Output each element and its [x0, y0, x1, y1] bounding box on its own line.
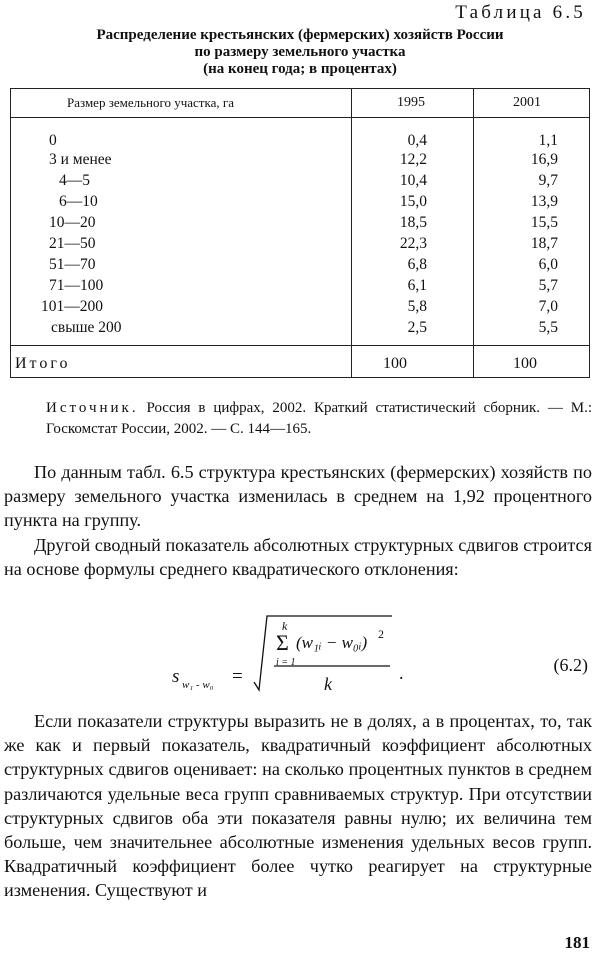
- total-divider: [11, 345, 589, 346]
- table-cell-size: 21—50: [49, 235, 96, 252]
- data-table: [10, 88, 590, 378]
- total-2001: 100: [513, 355, 537, 372]
- table-cell-1995: 0,4: [407, 132, 427, 149]
- body-paragraph: Если показатели структуры выразить не в долях, а в процентах, то, так же как и первый показатель, квадратичный коэффициент абсолютных структурных сдвигов оценивает: на сколько процентных пунктов в среднем различаются удельные веса групп сравниваемых структур. При отсутствии структурных сдвигов оба эти показателя равны нулю; их величина тем больше, чем значительнее абсолютные изменения удельных весов групп. Квадратичный коэффициент более чутко реагирует на структурные изменения. Существуют и: [4, 711, 592, 901]
- total-label: Итого: [15, 355, 71, 372]
- table-cell-size: 71—100: [49, 277, 104, 294]
- table-cell-size: свыше 200: [51, 319, 122, 336]
- table-cell-1995: 12,2: [399, 151, 427, 168]
- equation-number: (6.2): [553, 655, 588, 675]
- formula-lhs-subscript: w₁ - w₀: [182, 679, 214, 691]
- table-cell-size: 0: [49, 132, 57, 149]
- table-cell-size: 101—200: [41, 298, 103, 315]
- table-cell-2001: 7,0: [538, 298, 558, 315]
- column-header-2001: 2001: [513, 95, 541, 110]
- table-cell-size: 6—10: [59, 193, 98, 210]
- page-number: 181: [564, 933, 590, 952]
- sum-symbol: Σ: [276, 630, 289, 655]
- table-cell-size: 3 и менее: [49, 151, 112, 168]
- column-header-size: Размер земельного участка, га: [67, 95, 234, 110]
- table-number: Таблица 6.5: [455, 2, 586, 23]
- column-header-1995: 1995: [397, 95, 425, 110]
- table-source-note: [46, 398, 592, 440]
- formula-6-2: [170, 612, 450, 704]
- table-cell-2001: 18,7: [530, 235, 558, 252]
- table-cell-2001: 13,9: [530, 193, 558, 210]
- term-exponent: 2: [378, 627, 384, 641]
- table-cell-1995: 22,3: [399, 235, 427, 252]
- table-cell-2001: 5,7: [538, 277, 558, 294]
- sum-upper-limit: k: [282, 619, 288, 633]
- table-cell-size: 10—20: [49, 214, 96, 231]
- table-cell-1995: 18,5: [399, 214, 427, 231]
- table-cell-2001: 9,7: [538, 172, 558, 189]
- table-cell-size: 51—70: [49, 256, 96, 273]
- source-text: Россия в цифрах, 2002. Краткий статистический сборник. — М.: Госкомстат России, 2002. — С. 144—165.: [46, 400, 592, 437]
- table-cell-1995: 6,1: [407, 277, 427, 294]
- table-cell-1995: 6,8: [407, 256, 427, 273]
- table-cell-2001: 1,1: [538, 132, 558, 149]
- caption-line: Распределение крестьянских (фермерских) хозяйств России: [96, 27, 504, 43]
- sum-lower-limit: i = 1: [276, 657, 296, 668]
- table-cell-2001: 6,0: [538, 256, 558, 273]
- table-cell-2001: 5,5: [538, 319, 558, 336]
- column-divider: [351, 89, 352, 377]
- table-cell-size: 4—5: [59, 172, 90, 189]
- column-divider: [473, 89, 474, 377]
- fraction-denominator: k: [324, 674, 332, 694]
- total-1995: 100: [383, 355, 407, 372]
- table-caption: [0, 27, 600, 78]
- table-cell-1995: 15,0: [399, 193, 427, 210]
- caption-line: (на конец года; в процентах): [203, 61, 397, 77]
- formula-lhs-symbol: s: [172, 666, 180, 687]
- formula-equals: =: [232, 666, 243, 687]
- table-cell-2001: 16,9: [530, 151, 558, 168]
- table-cell-2001: 15,5: [530, 214, 558, 231]
- formula-period: .: [399, 663, 404, 683]
- table-cell-1995: 5,8: [407, 298, 427, 315]
- table-cell-1995: 10,4: [399, 172, 427, 189]
- body-paragraph: Другой сводный показатель абсолютных структурных сдвигов строится на основе формулы среднего квадратического отклонения:: [4, 535, 592, 580]
- table-cell-1995: 2,5: [407, 319, 427, 336]
- radical-sign: [254, 616, 392, 690]
- sum-term: (w₁ᵢ − w₀ᵢ): [296, 633, 368, 652]
- body-paragraph: По данным табл. 6.5 структура крестьянских (фермерских) хозяйств по размеру земельного участка изменилась в среднем на 1,92 процентного пункта на группу.: [4, 462, 592, 531]
- header-divider: [11, 117, 589, 118]
- caption-line: по размеру земельного участка: [194, 44, 406, 60]
- source-label: Источник.: [46, 400, 139, 416]
